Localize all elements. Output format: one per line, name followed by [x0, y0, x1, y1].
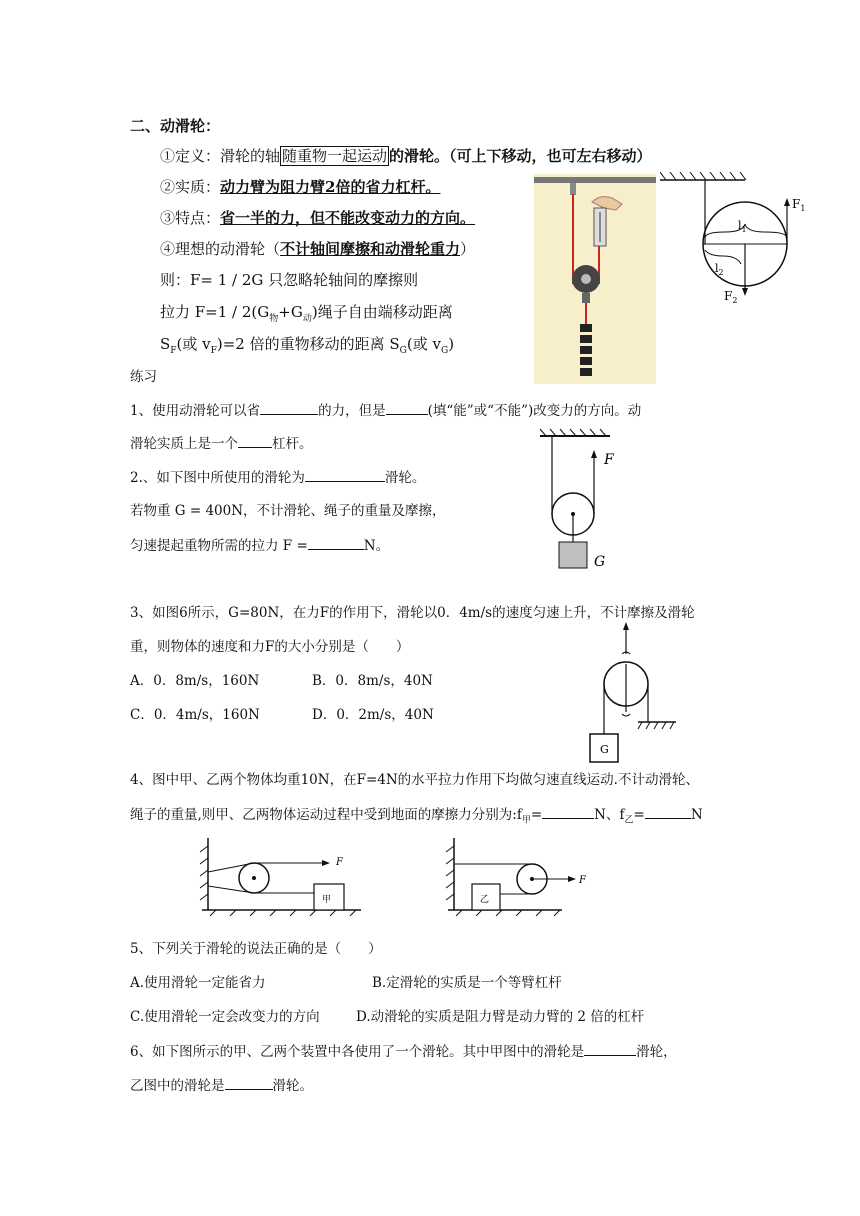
- ideal-line: [160, 239, 475, 259]
- q2-blank-2[interactable]: [308, 535, 364, 550]
- definition-boxed: 随重物一起运动: [282, 147, 388, 165]
- q4-line-2: 绳子的重量,则甲、乙两物体运动过程中受到地面的摩擦力分别为$:f_甲= N$、$f_乙= N$: [130, 804, 703, 831]
- section-title: 二、动滑轮：: [130, 117, 221, 135]
- ideal-suffix: ）: [460, 240, 476, 258]
- q4-blank-1[interactable]: [542, 804, 594, 819]
- q4-right-figure: [444, 834, 594, 916]
- q4-left-force-label: F: [336, 857, 343, 868]
- definition-suffix: 的滑轮。（可上下移动，也可左右移动）: [389, 147, 652, 165]
- q5-option-d[interactable]: D.动滑轮的实质是阻力臂是动力臂的 2 倍的杠杆: [356, 1009, 645, 1025]
- q6-line-2: 乙图中的滑轮是 滑轮。: [130, 1075, 313, 1096]
- essence-prefix: ②实质：: [160, 178, 221, 196]
- q2-line-2: 若物重 G = 400N，不计滑轮、绳子的重量及摩擦，: [130, 503, 446, 519]
- feature-text: 省一半的力，但不能改变动力的方向。: [220, 209, 476, 227]
- q3-option-a[interactable]: A．0．8m/s，160N: [130, 673, 260, 689]
- q4-left-block-label: 甲: [322, 895, 332, 905]
- q3-line-1: 3、如图6所示，G=80N，在力F的作用下，滑轮以0．4m/s的速度匀速上升，不计摩擦及滑轮: [130, 605, 695, 621]
- lever-l2-label: $l_2$: [715, 262, 724, 277]
- q3-line-2: 重，则物体的速度和力F的大小分别是（ ）: [130, 639, 410, 655]
- q6-blank-2[interactable]: [225, 1075, 273, 1090]
- practice-label: 练习: [130, 369, 157, 385]
- lever-diagram: [660, 172, 810, 307]
- q1-blank-3[interactable]: [238, 433, 272, 448]
- feature-prefix: ③特点：: [160, 209, 221, 227]
- q6-blank-1[interactable]: [584, 1041, 636, 1056]
- q5-line-1: 5、下列关于滑轮的说法正确的是（ ）: [130, 941, 382, 957]
- ideal-text: 不计轴间摩擦和动滑轮重力: [280, 240, 461, 258]
- essence-text: 动力臂为阻力臂2倍的省力杠杆。: [220, 178, 441, 196]
- q1-blank-1[interactable]: [260, 400, 318, 415]
- q3-option-c[interactable]: C．0．4m/s，160N: [130, 707, 260, 723]
- essence-line: [160, 177, 440, 197]
- q4-blank-2[interactable]: [645, 804, 691, 819]
- q4-line-1: 4、图中甲、乙两个物体均重10N，在F=4N的水平拉力作用下均做匀速直线运动.不计动滑轮、: [130, 772, 699, 788]
- feature-line: [160, 208, 475, 228]
- q3-pulley-figure: [580, 622, 680, 764]
- q1-blank-2[interactable]: [386, 400, 428, 415]
- q4-left-figure: [196, 834, 366, 916]
- formula-line-2: 拉力 $F=1 / 2(G_物+G_动)$绳子自由端移动距离: [160, 303, 453, 324]
- definition-prefix: ①定义：滑轮的轴: [160, 147, 281, 165]
- formula-line-3: $S_F$(或 $v_F)=2$ 倍的重物移动的距离 $S_G$(或 $v_G$): [160, 335, 455, 356]
- lever-f2-label: $F_2$: [724, 289, 738, 305]
- q2-line-3: 匀速提起重物所需的拉力 F = N。: [130, 535, 389, 556]
- definition-line: [160, 146, 652, 166]
- q3-weight-label: G: [600, 743, 609, 756]
- lever-f1-label: $F_1$: [792, 197, 806, 213]
- q3-option-d[interactable]: D．0．2m/s，40N: [312, 707, 434, 723]
- q4-right-block-label: 乙: [480, 895, 490, 905]
- q5-option-a[interactable]: A.使用滑轮一定能省力: [130, 975, 266, 991]
- formula-line-1: 则：F= 1 / 2G 只忽略轮轴间的摩擦则: [160, 271, 419, 289]
- q2-force-label: F: [604, 452, 614, 468]
- q1-line-1: 1、使用动滑轮可以省 的力，但是 (填“能”或“不能”)改变力的方向。动: [130, 400, 641, 421]
- q4-right-force-label: F: [579, 875, 586, 886]
- q2-line-1: 2.、如下图中所使用的滑轮为 滑轮。: [130, 467, 425, 488]
- q6-line-1: 6、如下图所示的甲、乙两个装置中各使用了一个滑轮。其中甲图中的滑轮是 滑轮，: [130, 1041, 677, 1062]
- lever-l1-label: $l_1$: [738, 219, 747, 234]
- q2-blank-1[interactable]: [305, 467, 385, 482]
- q3-option-b[interactable]: B．0．8m/s，40N: [312, 673, 433, 689]
- ideal-prefix: ④理想的动滑轮（: [160, 240, 281, 258]
- q2-pulley-figure: [530, 428, 630, 576]
- q2-weight-label: G: [594, 554, 606, 570]
- q1-line-2: 滑轮实质上是一个 杠杆。: [130, 433, 313, 454]
- q5-option-c[interactable]: C.使用滑轮一定会改变力的方向: [130, 1009, 320, 1025]
- pulley-photo: [534, 174, 656, 384]
- q5-option-b[interactable]: B.定滑轮的实质是一个等臂杠杆: [372, 975, 562, 991]
